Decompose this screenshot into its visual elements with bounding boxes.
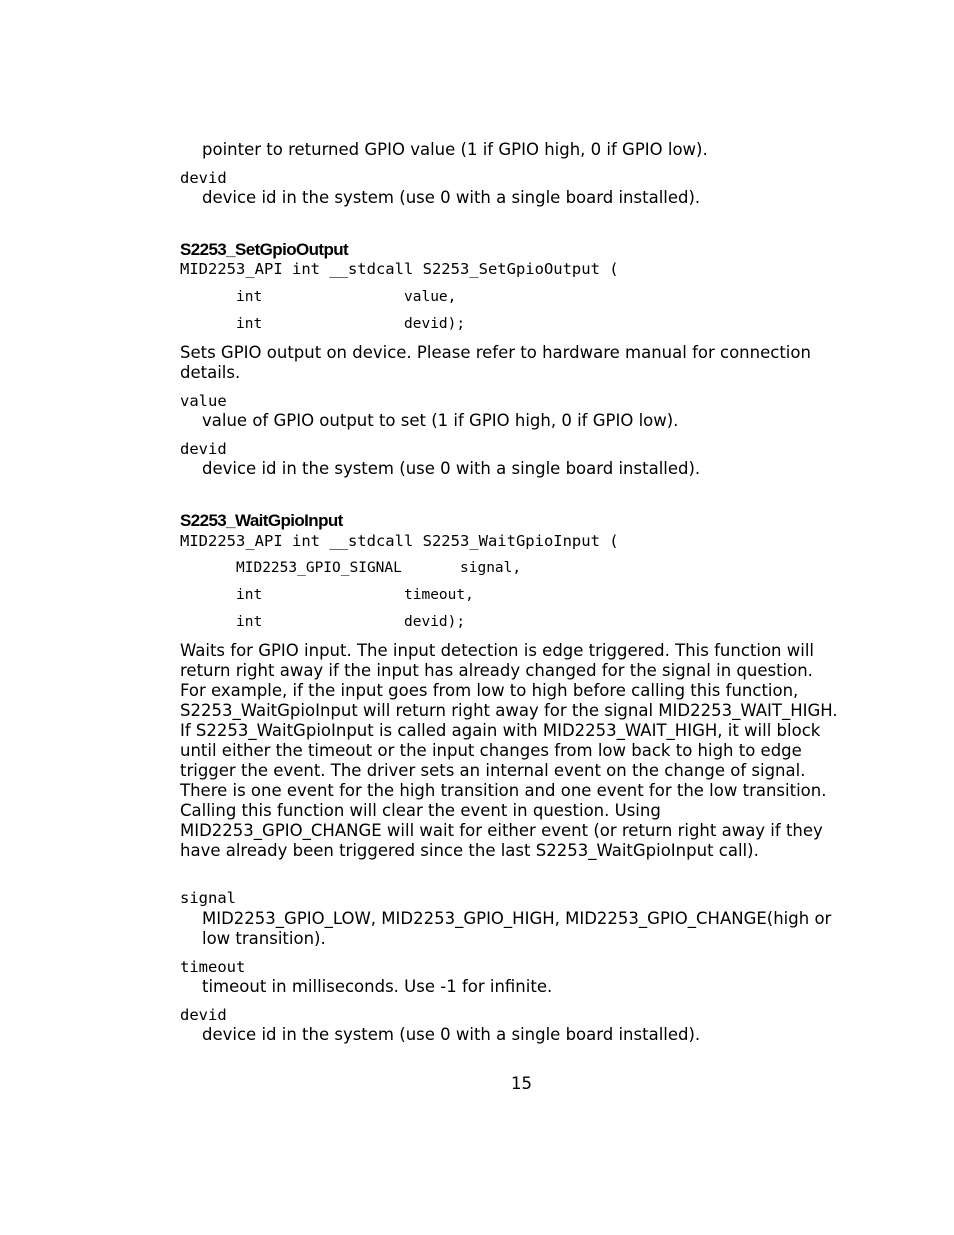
signal-description-line: MID2253_GPIO_LOW, MID2253_GPIO_HIGH, MID2253_GPIO_CHANGE(high or <box>202 909 832 928</box>
devid-description: device id in the system (use 0 with a single board installed). <box>202 459 701 478</box>
function-signature: MID2253_API int __stdcall S2253_SetGpioOutput ( <box>180 260 619 278</box>
devid-term: devid <box>180 440 227 458</box>
description-line: Calling this function will clear the event in question. Using <box>180 801 661 820</box>
description-line: For example, if the input goes from low to high before calling this function, <box>180 681 799 700</box>
param-type: int <box>236 289 263 305</box>
param-name: devid); <box>404 614 466 630</box>
description-line: Sets GPIO output on device. Please refer to hardware manual for connection <box>180 343 811 362</box>
timeout-term: timeout <box>180 958 246 976</box>
param-name: signal, <box>460 560 522 576</box>
param-type: MID2253_GPIO_SIGNAL <box>236 560 402 576</box>
function-description <box>180 641 870 861</box>
devid-term: devid <box>180 169 227 187</box>
param-type: int <box>236 587 263 603</box>
devid-description: device id in the system (use 0 with a single board installed). <box>202 188 701 207</box>
description-line: return right away if the input has already changed for the signal in question. <box>180 661 813 680</box>
description-line: If S2253_WaitGpioInput is called again with MID2253_WAIT_HIGH, it will block <box>180 721 821 740</box>
param-name: value, <box>404 289 457 305</box>
description-line: There is one event for the high transition and one event for the low transition. <box>180 781 827 800</box>
pvalue-description: pointer to returned GPIO value (1 if GPIO high, 0 if GPIO low). <box>202 140 708 159</box>
function-description <box>180 343 870 383</box>
description-line: trigger the event. The driver sets an internal event on the change of signal. <box>180 761 806 780</box>
description-line: S2253_WaitGpioInput will return right away for the signal MID2253_WAIT_HIGH. <box>180 701 838 720</box>
function-signature: MID2253_API int __stdcall S2253_WaitGpioInput ( <box>180 532 619 550</box>
value-description: value of GPIO output to set (1 if GPIO high, 0 if GPIO low). <box>202 411 679 430</box>
value-term: value <box>180 392 227 410</box>
description-line: until either the timeout or the input changes from low back to high to edge <box>180 741 802 760</box>
page-number: 15 <box>511 1074 532 1093</box>
param-type: int <box>236 614 263 630</box>
signal-description <box>202 909 882 949</box>
section-heading-wait-gpio-input: S2253_WaitGpioInput <box>180 511 343 530</box>
signal-description-line: low transition). <box>202 929 326 948</box>
section-heading-set-gpio-output: S2253_SetGpioOutput <box>180 240 349 259</box>
description-line: details. <box>180 363 241 382</box>
timeout-description: timeout in milliseconds. Use -1 for infinite. <box>202 977 553 996</box>
devid-term: devid <box>180 1006 227 1024</box>
devid-description: device id in the system (use 0 with a single board installed). <box>202 1025 701 1044</box>
param-name: devid); <box>404 316 466 332</box>
description-line: have already been triggered since the last S2253_WaitGpioInput call). <box>180 841 759 860</box>
signal-term: signal <box>180 889 236 907</box>
description-line: Waits for GPIO input. The input detection is edge triggered. This function will <box>180 641 815 660</box>
description-line: MID2253_GPIO_CHANGE will wait for either event (or return right away if they <box>180 821 823 840</box>
param-name: timeout, <box>404 587 474 603</box>
param-type: int <box>236 316 263 332</box>
